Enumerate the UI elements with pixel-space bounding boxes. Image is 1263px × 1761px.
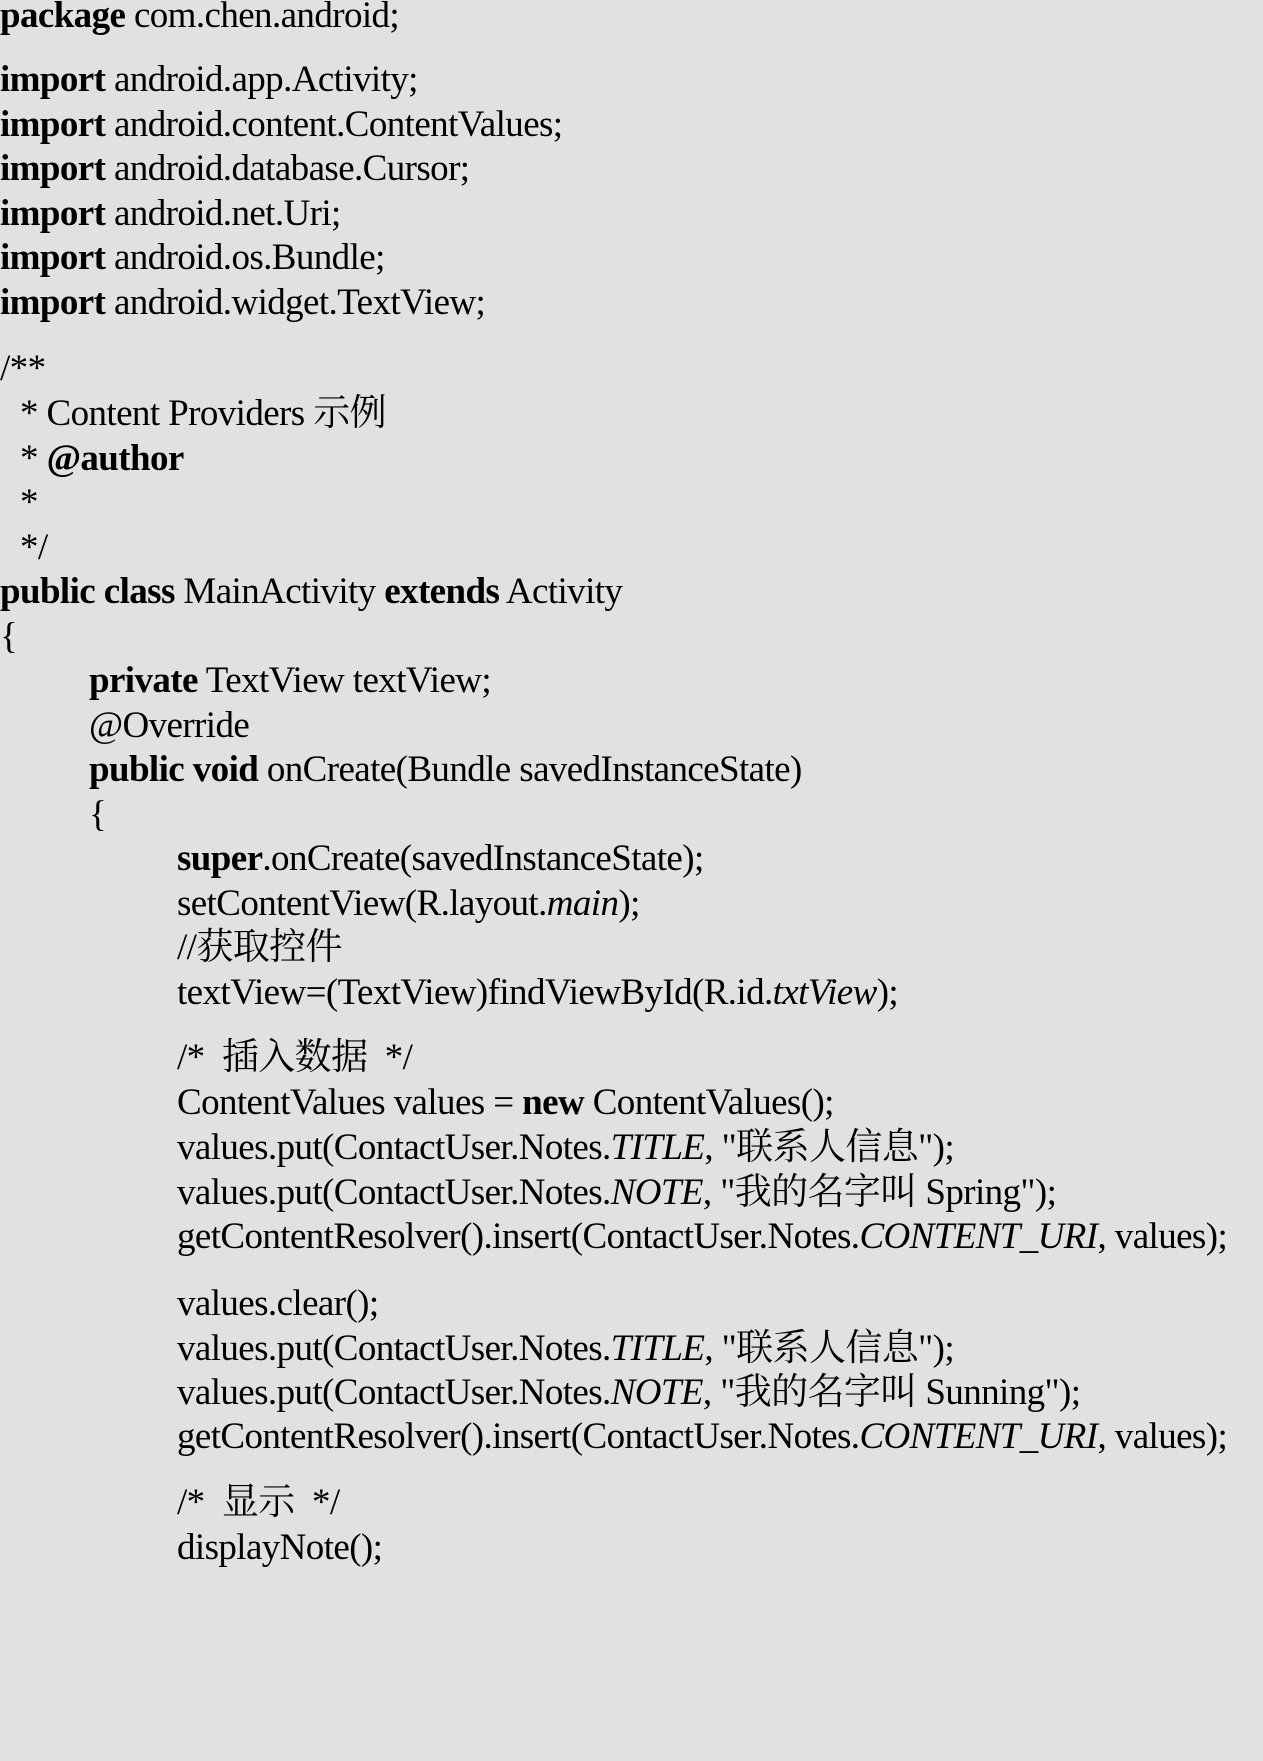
code-constant: main bbox=[546, 883, 619, 924]
code-keyword: @author bbox=[46, 438, 184, 479]
code-constant: txtView bbox=[772, 972, 877, 1013]
code-text: * bbox=[20, 482, 38, 523]
code-text: getContentResolver().insert(ContactUser.Notes. bbox=[177, 1216, 860, 1257]
code-line bbox=[177, 1415, 1227, 1459]
code-line bbox=[0, 347, 45, 391]
code-text: android.content.ContentValues; bbox=[105, 104, 563, 145]
code-keyword: public class bbox=[0, 571, 175, 612]
code-line bbox=[89, 704, 249, 748]
code-keyword: super bbox=[177, 838, 263, 879]
code-line bbox=[0, 0, 399, 38]
code-line bbox=[177, 1036, 412, 1080]
code-line bbox=[177, 1171, 1056, 1215]
code-constant: NOTE bbox=[610, 1372, 703, 1413]
code-constant: CONTENT_URI bbox=[859, 1416, 1098, 1457]
code-text: ContentValues values = bbox=[177, 1082, 523, 1123]
code-keyword: extends bbox=[384, 571, 500, 612]
code-text: textView=(TextView)findViewById(R.id. bbox=[177, 972, 773, 1013]
code-keyword: import bbox=[0, 59, 106, 100]
code-text: getContentResolver().insert(ContactUser.Notes. bbox=[177, 1416, 860, 1457]
code-text: ); bbox=[876, 972, 899, 1013]
code-line bbox=[177, 1327, 954, 1371]
code-line bbox=[177, 926, 342, 970]
code-text: ContentValues(); bbox=[584, 1082, 834, 1123]
code-line bbox=[177, 1481, 340, 1525]
code-text: values.put(ContactUser.Notes. bbox=[177, 1328, 611, 1369]
code-keyword: import bbox=[0, 237, 106, 278]
code-text: /** bbox=[0, 348, 46, 389]
code-text: com.chen.android; bbox=[125, 0, 400, 36]
code-text: android.os.Bundle; bbox=[105, 237, 385, 278]
code-line bbox=[89, 659, 491, 703]
code-line bbox=[177, 1526, 382, 1570]
code-keyword: package bbox=[0, 0, 126, 36]
code-text: { bbox=[0, 616, 18, 657]
code-keyword: new bbox=[522, 1082, 585, 1123]
code-line bbox=[20, 526, 48, 570]
code-line bbox=[0, 103, 563, 147]
code-line bbox=[177, 882, 640, 926]
code-line bbox=[177, 971, 898, 1015]
code-text: @Override bbox=[89, 705, 250, 746]
code-text: /* 显示 */ bbox=[177, 1482, 340, 1523]
code-text: * Content Providers 示例 bbox=[20, 393, 387, 434]
code-text: onCreate(Bundle savedInstanceState) bbox=[258, 749, 802, 790]
code-line bbox=[20, 437, 184, 481]
code-line bbox=[0, 281, 485, 325]
code-line bbox=[0, 58, 418, 102]
code-line bbox=[0, 192, 341, 236]
code-line bbox=[20, 481, 38, 525]
code-text: , "联系人信息"); bbox=[704, 1127, 955, 1168]
code-text: * bbox=[20, 438, 47, 479]
code-text: */ bbox=[20, 527, 48, 568]
code-keyword: private bbox=[89, 660, 198, 701]
code-text: /* 插入数据 */ bbox=[177, 1037, 413, 1078]
code-line bbox=[20, 392, 386, 436]
code-line bbox=[177, 1126, 954, 1170]
code-text: setContentView(R.layout. bbox=[177, 883, 547, 924]
code-text: android.widget.TextView; bbox=[105, 282, 486, 323]
code-text: values.clear(); bbox=[177, 1283, 379, 1324]
code-line bbox=[89, 748, 802, 792]
code-line bbox=[177, 1215, 1227, 1259]
code-line bbox=[177, 837, 704, 881]
code-keyword: import bbox=[0, 282, 106, 323]
code-text: values.put(ContactUser.Notes. bbox=[177, 1172, 611, 1213]
code-keyword: public void bbox=[89, 749, 259, 790]
code-text: , values); bbox=[1097, 1416, 1228, 1457]
code-text: values.put(ContactUser.Notes. bbox=[177, 1127, 611, 1168]
code-constant: CONTENT_URI bbox=[859, 1216, 1098, 1257]
code-text: //获取控件 bbox=[177, 927, 342, 968]
code-constant: TITLE bbox=[610, 1328, 705, 1369]
code-text: displayNote(); bbox=[177, 1527, 383, 1568]
code-text: MainActivity bbox=[174, 571, 385, 612]
code-text: , "联系人信息"); bbox=[704, 1328, 955, 1369]
code-text: android.database.Cursor; bbox=[105, 148, 470, 189]
code-keyword: import bbox=[0, 193, 106, 234]
code-text: android.app.Activity; bbox=[105, 59, 418, 100]
code-line bbox=[177, 1081, 834, 1125]
code-line bbox=[0, 615, 17, 659]
code-text: values.put(ContactUser.Notes. bbox=[177, 1372, 611, 1413]
code-text: ); bbox=[618, 883, 640, 924]
code-text: .onCreate(savedInstanceState); bbox=[262, 838, 704, 879]
code-line bbox=[0, 570, 622, 614]
code-text: TextView textView; bbox=[197, 660, 492, 701]
code-line bbox=[177, 1282, 379, 1326]
code-constant: TITLE bbox=[610, 1127, 705, 1168]
code-keyword: import bbox=[0, 104, 106, 145]
code-text: , "我的名字叫 Spring"); bbox=[702, 1172, 1057, 1213]
code-text: Activity bbox=[499, 571, 623, 612]
code-constant: NOTE bbox=[610, 1172, 703, 1213]
code-line bbox=[0, 236, 385, 280]
code-line bbox=[89, 793, 106, 837]
code-text: , values); bbox=[1097, 1216, 1228, 1257]
code-text: android.net.Uri; bbox=[105, 193, 341, 234]
code-text: , "我的名字叫 Sunning"); bbox=[702, 1372, 1081, 1413]
code-line bbox=[177, 1371, 1080, 1415]
code-line bbox=[0, 147, 469, 191]
code-text: { bbox=[89, 794, 107, 835]
code-keyword: import bbox=[0, 148, 106, 189]
